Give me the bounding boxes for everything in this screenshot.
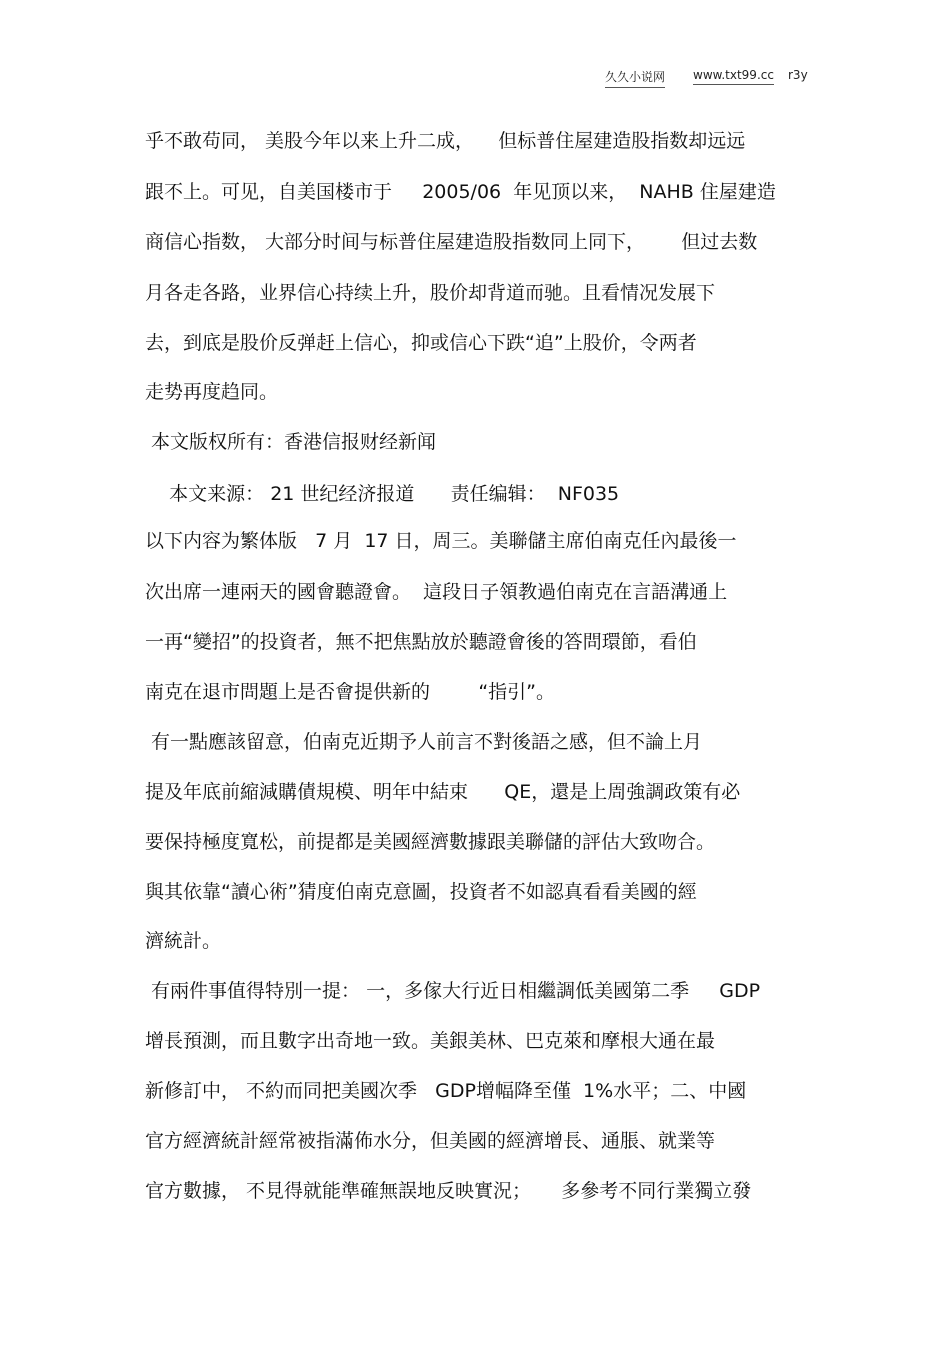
text-line: 官方數據， 不見得就能準確無誤地反映實況； 多參考不同行業獨立發 xyxy=(145,1180,752,1202)
text-line: 跟不上。可见，自美国楼市于 2005/06 年见顶以来， NAHB 住屋建造 xyxy=(145,181,776,203)
text-line: 提及年底前縮減購債規模、明年中結束 QE，還是上周強調政策有必 xyxy=(145,781,741,803)
text-line: 以下内容为繁体版 7 月 17 日，周三。美聯儲主席伯南克任內最後一 xyxy=(145,530,737,552)
text-line: 有一點應該留意，伯南克近期予人前言不對後語之感，但不論上月 xyxy=(145,731,703,753)
page-header xyxy=(605,68,925,90)
text-line: 要保持極度寬松，前提都是美國經濟數據跟美聯儲的評估大致吻合。 xyxy=(145,831,716,853)
text-line: 南克在退市問題上是否會提供新的 “指引”。 xyxy=(145,681,556,703)
text-line: 去，到底是股价反弹赶上信心，抑或信心下跌“追”上股价，令两者 xyxy=(145,332,697,354)
site-url-link[interactable]: www.txt99.cc xyxy=(693,68,774,85)
text-line: 走势再度趋同。 xyxy=(145,381,279,403)
site-name-link[interactable]: 久久小说网 xyxy=(605,68,665,88)
text-line: 濟統計。 xyxy=(145,930,222,952)
text-line: 新修訂中， 不約而同把美國次季 GDP增幅降至僅 1%水平；二、中國 xyxy=(145,1080,747,1102)
text-line: 有兩件事值得特別一提： 一，多傢大行近日相繼調低美國第二季 GDP xyxy=(145,980,761,1002)
text-line: 次出席一連兩天的國會聽證會。 這段日子領教過伯南克在言語溝通上 xyxy=(145,581,728,603)
text-line: 本文版权所有：香港信报财经新闻 xyxy=(145,431,437,453)
text-line: 增長預測，而且數字出奇地一致。美銀美林、巴克萊和摩根大通在最 xyxy=(145,1030,716,1052)
text-line: 本文来源： 21 世纪经济报道 责任编辑： NF035 xyxy=(145,483,620,505)
text-line: 月各走各路，业界信心持续上升，股价却背道而驰。且看情况发展下 xyxy=(145,282,716,304)
text-line: 一再“變招”的投資者，無不把焦點放於聽證會後的答問環節，看伯 xyxy=(145,631,697,653)
text-line: 商信心指数， 大部分时间与标普住屋建造股指数同上同下， 但过去数 xyxy=(145,231,758,253)
page-code: r3y xyxy=(788,68,808,82)
text-line: 乎不敢苟同， 美股今年以来上升二成， 但标普住屋建造股指数却远远 xyxy=(145,130,746,152)
text-line: 官方經濟統計經常被指滿佈水分，但美國的經濟增長、通脹、就業等 xyxy=(145,1130,716,1152)
text-line: 與其依靠“讀心術”猜度伯南克意圖，投資者不如認真看看美國的經 xyxy=(145,881,697,903)
